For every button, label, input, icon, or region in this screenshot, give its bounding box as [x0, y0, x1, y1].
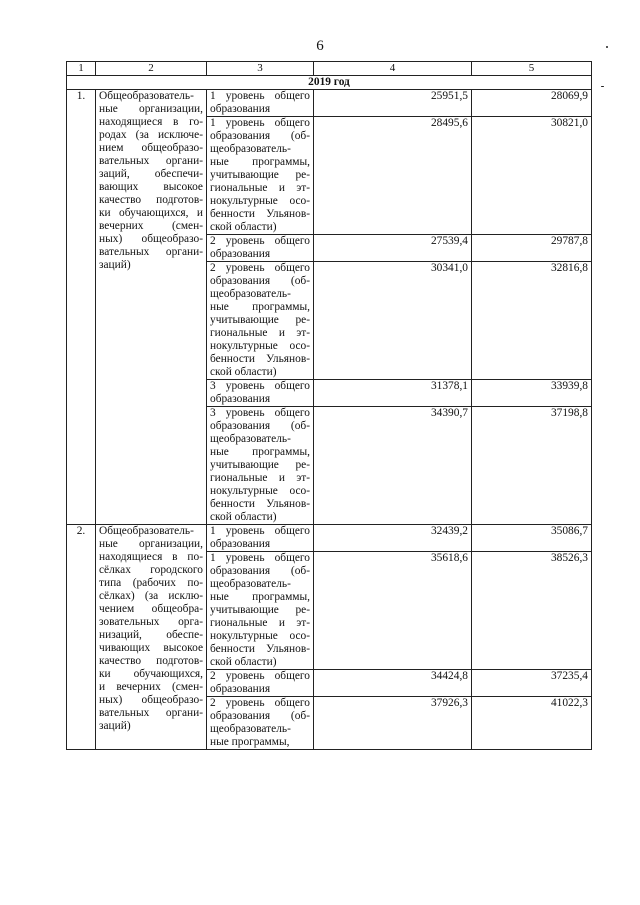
- year-header-row: [67, 76, 592, 90]
- education-level-text-line: 3 уровень общего: [210, 407, 310, 419]
- education-level-text-line: ской области): [210, 511, 277, 523]
- education-level-text-line: 1 уровень общего: [210, 90, 310, 102]
- education-level-text-line: образования (об-: [210, 275, 310, 287]
- row-number-cell: 1.: [67, 90, 96, 525]
- value-column-5: 28069,9: [472, 90, 592, 117]
- organization-text-line: вательных органи-: [99, 155, 203, 167]
- education-level-text-line: ской области): [210, 366, 277, 378]
- education-level-text-line: щеобразователь-: [210, 288, 291, 300]
- value-column-4: 30341,0: [314, 262, 472, 380]
- education-level-text-line: бенности Ульянов-: [210, 353, 310, 365]
- value-column-5: 41022,3: [472, 697, 592, 750]
- year-header: 2019 год: [67, 76, 592, 90]
- page-number: 6: [316, 38, 324, 54]
- value-column-5: 35086,7: [472, 525, 592, 552]
- value-column-4: 25951,5: [314, 90, 472, 117]
- education-level-text-line: щеобразователь-: [210, 143, 291, 155]
- organization-text-line: и вечерних (смен-: [99, 681, 203, 693]
- organization-text-line: вательных органи-: [99, 707, 203, 719]
- organization-text-line: зовательных орга-: [99, 616, 203, 628]
- table-row: [67, 525, 592, 552]
- organization-text-line: вающих высокое: [99, 181, 203, 193]
- value-column-5: 38526,3: [472, 552, 592, 670]
- value-column-4: 37926,3: [314, 697, 472, 750]
- education-level-text-line: бенности Ульянов-: [210, 498, 310, 510]
- organization-text-line: находящиеся в по-: [99, 551, 203, 563]
- education-level-text-line: нокультурные осо-: [210, 485, 310, 497]
- education-level-text-line: гиональные и эт-: [210, 182, 310, 194]
- education-level-text-line: образования: [210, 103, 271, 115]
- organization-text-line: ки обучающихся, и: [99, 207, 203, 219]
- organization-text-line: Общеобразователь-: [99, 525, 194, 537]
- education-level-text-line: нокультурные осо-: [210, 630, 310, 642]
- education-level-text-line: ные программы,: [210, 591, 310, 603]
- value-column-4: 28495,6: [314, 117, 472, 235]
- organization-text-line: качество подготов-: [99, 194, 203, 206]
- education-level-text-line: 3 уровень общего: [210, 380, 310, 392]
- education-level-text-line: образования (об-: [210, 710, 310, 722]
- education-level-text-line: учитывающие ре-: [210, 459, 310, 471]
- organization-text-line: вечерних (смен-: [99, 220, 203, 232]
- column-number: 5: [472, 62, 592, 76]
- column-number: 1: [67, 62, 96, 76]
- education-level-cell: [207, 235, 314, 262]
- education-level-cell: [207, 697, 314, 750]
- column-number: 4: [314, 62, 472, 76]
- education-level-cell: [207, 525, 314, 552]
- education-level-text-line: щеобразователь-: [210, 433, 291, 445]
- education-level-text-line: образования: [210, 538, 271, 550]
- organization-text-line: ных) общеобразо-: [99, 233, 203, 245]
- education-level-text-line: 1 уровень общего: [210, 117, 310, 129]
- value-column-4: 35618,6: [314, 552, 472, 670]
- scan-speck: [601, 86, 604, 87]
- value-column-5: 29787,8: [472, 235, 592, 262]
- education-level-text-line: учитывающие ре-: [210, 169, 310, 181]
- education-level-text-line: учитывающие ре-: [210, 314, 310, 326]
- education-level-cell: [207, 262, 314, 380]
- organization-text-line: низаций, обеспе-: [99, 629, 203, 641]
- organization-text-line: нием общеобразо-: [99, 142, 203, 154]
- value-column-5: 33939,8: [472, 380, 592, 407]
- education-level-text-line: ные программы,: [210, 301, 310, 313]
- organization-text-line: чивающих высокое: [99, 642, 203, 654]
- organization-text-line: ные организации,: [99, 103, 203, 115]
- education-level-cell: [207, 670, 314, 697]
- table-row: [67, 90, 592, 117]
- organization-type-cell: [96, 90, 207, 525]
- organization-text-line: чением общеобра-: [99, 603, 203, 615]
- value-column-4: 27539,4: [314, 235, 472, 262]
- column-number-row: [67, 62, 592, 76]
- education-level-text-line: 2 уровень общего: [210, 670, 310, 682]
- education-level-text-line: бенности Ульянов-: [210, 208, 310, 220]
- column-number: 3: [207, 62, 314, 76]
- scan-speck: [606, 46, 608, 48]
- organization-text-line: сёлках городского: [99, 564, 203, 576]
- education-level-text-line: 2 уровень общего: [210, 262, 310, 274]
- organization-text-line: заций, обеспечи-: [99, 168, 203, 180]
- value-column-5: 32816,8: [472, 262, 592, 380]
- organization-text-line: находящиеся в го-: [99, 116, 203, 128]
- education-level-text-line: нокультурные осо-: [210, 195, 310, 207]
- row-number-cell: 2.: [67, 525, 96, 750]
- organization-text-line: качество подготов-: [99, 655, 203, 667]
- organization-type-cell: [96, 525, 207, 750]
- education-level-cell: [207, 552, 314, 670]
- education-level-cell: [207, 117, 314, 235]
- organization-text-line: вательных органи-: [99, 246, 203, 258]
- education-level-cell: [207, 380, 314, 407]
- column-number: 2: [96, 62, 207, 76]
- value-column-4: 34390,7: [314, 407, 472, 525]
- education-level-text-line: гиональные и эт-: [210, 327, 310, 339]
- value-column-4: 34424,8: [314, 670, 472, 697]
- value-column-4: 31378,1: [314, 380, 472, 407]
- education-level-text-line: образования (об-: [210, 565, 310, 577]
- education-level-text-line: щеобразователь-: [210, 723, 291, 735]
- education-level-text-line: нокультурные осо-: [210, 340, 310, 352]
- data-table: [66, 61, 592, 750]
- education-level-text-line: 1 уровень общего: [210, 552, 310, 564]
- education-level-text-line: ные программы,: [210, 736, 290, 748]
- organization-text-line: ки обучающихся,: [99, 668, 203, 680]
- organization-text-line: заций): [99, 720, 131, 732]
- organization-text-line: ных) общеобразо-: [99, 694, 203, 706]
- education-level-text-line: ные программы,: [210, 446, 310, 458]
- education-level-text-line: 2 уровень общего: [210, 235, 310, 247]
- value-column-5: 30821,0: [472, 117, 592, 235]
- education-level-text-line: образования (об-: [210, 130, 310, 142]
- education-level-text-line: ской области): [210, 221, 277, 233]
- education-level-text-line: 2 уровень общего: [210, 697, 310, 709]
- value-column-4: 32439,2: [314, 525, 472, 552]
- organization-text-line: типа (рабочих по-: [99, 577, 203, 589]
- education-level-text-line: щеобразователь-: [210, 578, 291, 590]
- education-level-text-line: бенности Ульянов-: [210, 643, 310, 655]
- organization-text-line: Общеобразователь-: [99, 90, 194, 102]
- value-column-5: 37198,8: [472, 407, 592, 525]
- education-level-text-line: гиональные и эт-: [210, 617, 310, 629]
- organization-text-line: сёлках) (за исклю-: [99, 590, 203, 602]
- education-level-text-line: 1 уровень общего: [210, 525, 310, 537]
- organization-text-line: заций): [99, 259, 131, 271]
- education-level-text-line: гиональные и эт-: [210, 472, 310, 484]
- education-level-text-line: образования (об-: [210, 420, 310, 432]
- value-column-5: 37235,4: [472, 670, 592, 697]
- education-level-text-line: учитывающие ре-: [210, 604, 310, 616]
- education-level-text-line: образования: [210, 683, 271, 695]
- education-level-text-line: образования: [210, 248, 271, 260]
- education-level-cell: [207, 90, 314, 117]
- organization-text-line: родах (за исключе-: [99, 129, 203, 141]
- education-level-cell: [207, 407, 314, 525]
- education-level-text-line: ской области): [210, 656, 277, 668]
- organization-text-line: ные организации,: [99, 538, 203, 550]
- education-level-text-line: ные программы,: [210, 156, 310, 168]
- education-level-text-line: образования: [210, 393, 271, 405]
